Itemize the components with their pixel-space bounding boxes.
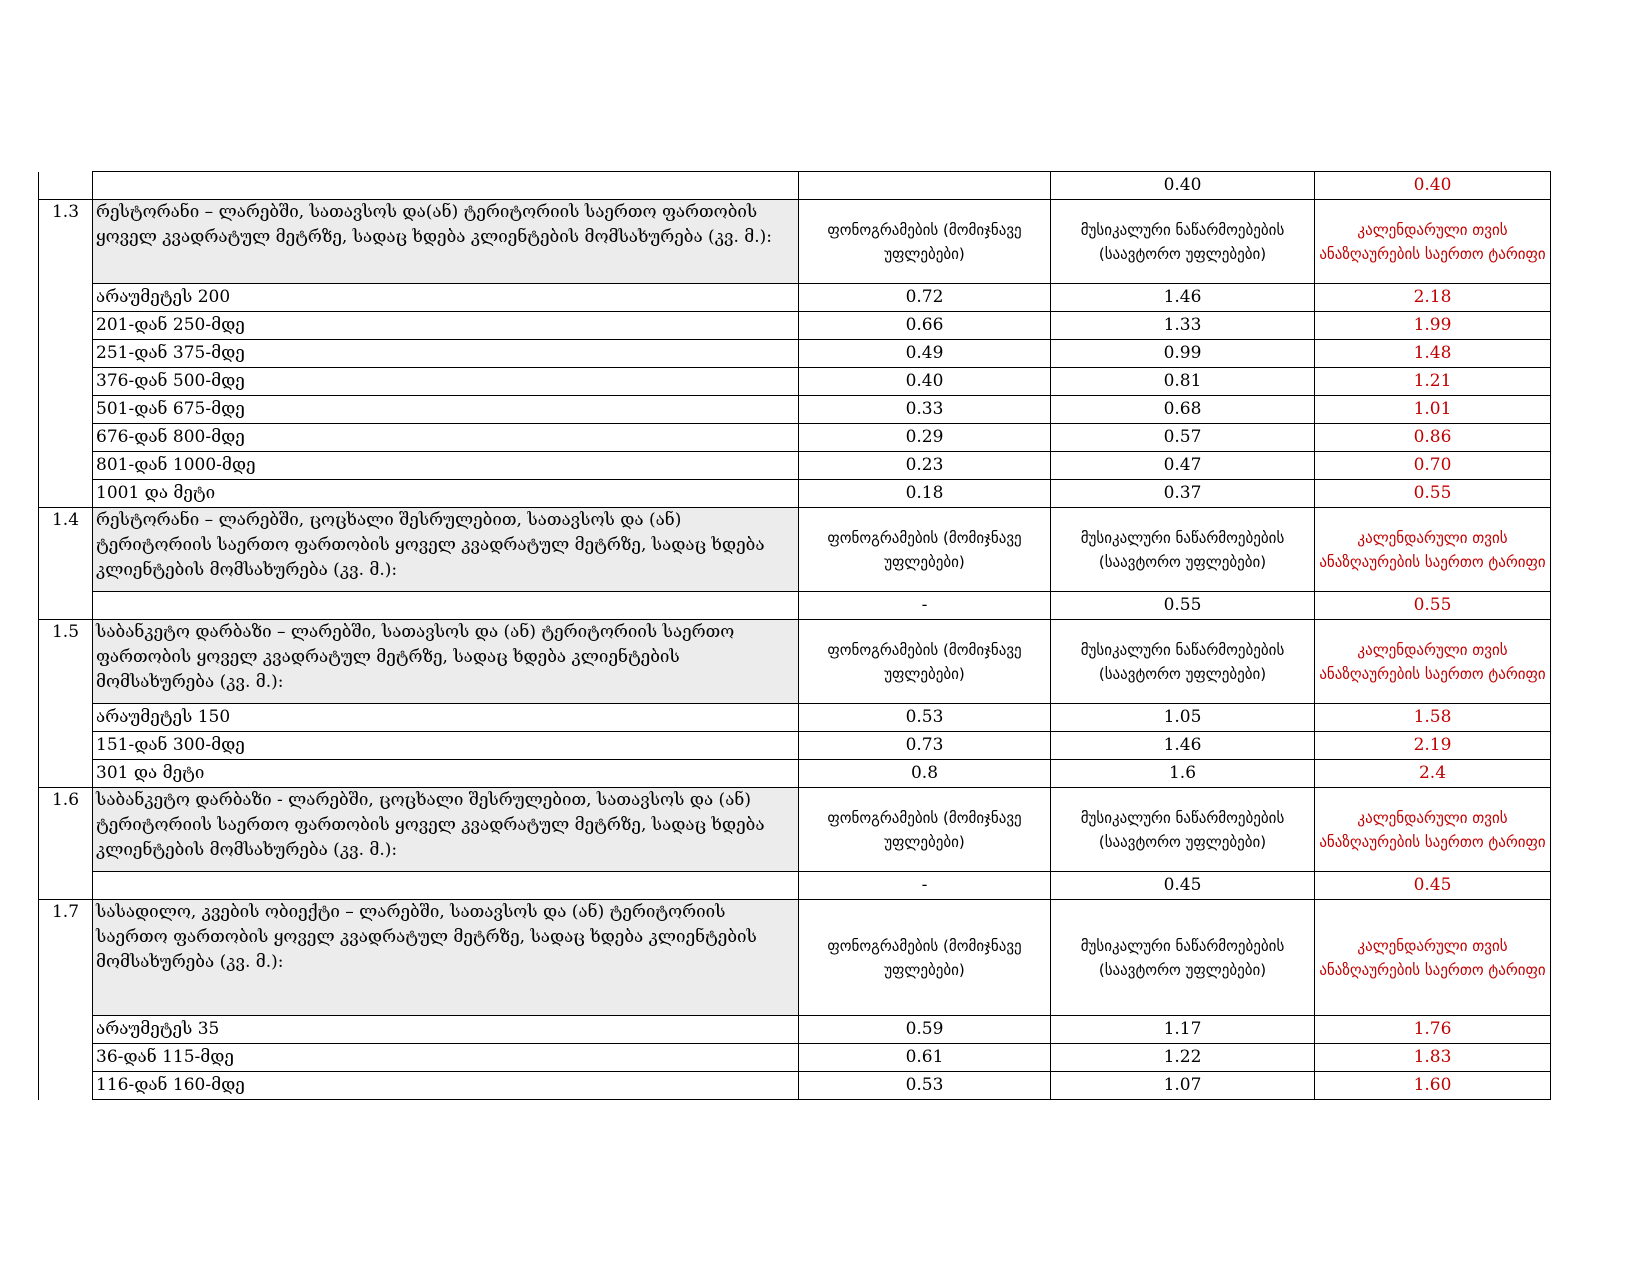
total-value: 1.01 <box>1315 396 1551 424</box>
phono-value <box>799 172 1051 200</box>
column-header-total: კალენდარული თვის ანაზღაურების საერთო ტარიფი <box>1315 788 1551 872</box>
row-label: 116-დან 160-მდე <box>93 1072 799 1100</box>
section-header-row <box>39 620 1551 704</box>
total-value: 2.4 <box>1315 760 1551 788</box>
total-value: 1.83 <box>1315 1044 1551 1072</box>
section-number-cell <box>39 704 93 732</box>
section-header-row <box>39 900 1551 1016</box>
row-label: 376-დან 500-მდე <box>93 368 799 396</box>
phono-value: 0.66 <box>799 312 1051 340</box>
table-row <box>39 396 1551 424</box>
column-header-total: კალენდარული თვის ანაზღაურების საერთო ტარიფი <box>1315 200 1551 284</box>
section-number: 1.7 <box>39 900 93 1016</box>
section-number-cell <box>39 732 93 760</box>
row-label: 501-დან 675-მდე <box>93 396 799 424</box>
row-label: 36-დან 115-მდე <box>93 1044 799 1072</box>
section-number-cell <box>39 284 93 312</box>
total-value: 2.18 <box>1315 284 1551 312</box>
table-row <box>39 1044 1551 1072</box>
row-label: არაუმეტეს 200 <box>93 284 799 312</box>
phono-value: 0.59 <box>799 1016 1051 1044</box>
column-header-total: კალენდარული თვის ანაზღაურების საერთო ტარიფი <box>1315 620 1551 704</box>
table-row <box>39 732 1551 760</box>
section-title: სასადილო, კვების ობიექტი – ლარებში, სათავსოს და (ან) ტერიტორიის საერთო ფართობის ყოველ კვადრატულ მეტრზე, სადაც ხდება კლიენტების მომსახურება (კვ. მ.): <box>93 900 799 1016</box>
section-header-row <box>39 200 1551 284</box>
phono-value: - <box>799 592 1051 620</box>
table-row <box>39 368 1551 396</box>
total-value: 1.21 <box>1315 368 1551 396</box>
row-label: არაუმეტეს 150 <box>93 704 799 732</box>
section-number-cell <box>39 872 93 900</box>
phono-value: 0.23 <box>799 452 1051 480</box>
music-value: 0.68 <box>1051 396 1315 424</box>
phono-value: 0.49 <box>799 340 1051 368</box>
table-row <box>39 704 1551 732</box>
section-number-cell <box>39 760 93 788</box>
music-value: 1.6 <box>1051 760 1315 788</box>
table-row <box>39 872 1551 900</box>
section-number: 1.3 <box>39 200 93 284</box>
music-value: 0.55 <box>1051 592 1315 620</box>
phono-value: 0.18 <box>799 480 1051 508</box>
music-value: 0.47 <box>1051 452 1315 480</box>
section-title: რესტორანი – ლარებში, ცოცხალი შესრულებით, სათავსოს და (ან) ტერიტორიის საერთო ფართობის ყოველ კვადრატულ მეტრზე, სადაც ხდება კლიენტების მომსახურება (კვ. მ.): <box>93 508 799 592</box>
phono-value: 0.29 <box>799 424 1051 452</box>
section-number: 1.5 <box>39 620 93 704</box>
row-label <box>93 172 799 200</box>
column-header-phonograms: ფონოგრამების (მომიჯნავე უფლებები) <box>799 508 1051 592</box>
total-value: 1.99 <box>1315 312 1551 340</box>
section-number-cell <box>39 396 93 424</box>
table-row <box>39 1072 1551 1100</box>
music-value: 1.07 <box>1051 1072 1315 1100</box>
phono-value: 0.53 <box>799 704 1051 732</box>
table-row <box>39 172 1551 200</box>
section-number-cell <box>39 592 93 620</box>
row-label: 151-დან 300-მდე <box>93 732 799 760</box>
section-number-cell <box>39 340 93 368</box>
column-header-phonograms: ფონოგრამების (მომიჯნავე უფლებები) <box>799 200 1051 284</box>
music-value: 0.99 <box>1051 340 1315 368</box>
table-row <box>39 592 1551 620</box>
column-header-phonograms: ფონოგრამების (მომიჯნავე უფლებები) <box>799 788 1051 872</box>
total-value: 1.48 <box>1315 340 1551 368</box>
total-value: 0.86 <box>1315 424 1551 452</box>
section-number-cell <box>39 172 93 200</box>
section-number: 1.6 <box>39 788 93 872</box>
music-value: 1.17 <box>1051 1016 1315 1044</box>
phono-value: 0.61 <box>799 1044 1051 1072</box>
row-label: 301 და მეტი <box>93 760 799 788</box>
total-value: 1.58 <box>1315 704 1551 732</box>
total-value: 2.19 <box>1315 732 1551 760</box>
column-header-phonograms: ფონოგრამების (მომიჯნავე უფლებები) <box>799 900 1051 1016</box>
column-header-music: მუსიკალური ნაწარმოებების (საავტორო უფლებები) <box>1051 788 1315 872</box>
section-number: 1.4 <box>39 508 93 592</box>
section-title: საბანკეტო დარბაზი - ლარებში, ცოცხალი შესრულებით, სათავსოს და (ან) ტერიტორიის საერთო ფართობის ყოველ კვადრატულ მეტრზე, სადაც ხდება კლიენტების მომსახურება (კვ. მ.): <box>93 788 799 872</box>
table-row <box>39 424 1551 452</box>
music-value: 0.57 <box>1051 424 1315 452</box>
total-value: 0.70 <box>1315 452 1551 480</box>
table-row <box>39 760 1551 788</box>
row-label: 1001 და მეტი <box>93 480 799 508</box>
column-header-total: კალენდარული თვის ანაზღაურების საერთო ტარიფი <box>1315 508 1551 592</box>
column-header-phonograms: ფონოგრამების (მომიჯნავე უფლებები) <box>799 620 1051 704</box>
section-number-cell <box>39 1044 93 1072</box>
section-title: რესტორანი – ლარებში, სათავსოს და(ან) ტერიტორიის საერთო ფართობის ყოველ კვადრატულ მეტრზე, სადაც ხდება კლიენტების მომსახურება (კვ. მ.): <box>93 200 799 284</box>
row-label <box>93 592 799 620</box>
music-value: 1.46 <box>1051 284 1315 312</box>
row-label: 676-დან 800-მდე <box>93 424 799 452</box>
row-label: 801-დან 1000-მდე <box>93 452 799 480</box>
phono-value: 0.8 <box>799 760 1051 788</box>
section-number-cell <box>39 480 93 508</box>
table-row <box>39 1016 1551 1044</box>
row-label <box>93 872 799 900</box>
tariff-table <box>38 171 1551 1100</box>
total-value: 0.55 <box>1315 480 1551 508</box>
music-value: 1.05 <box>1051 704 1315 732</box>
column-header-music: მუსიკალური ნაწარმოებების (საავტორო უფლებები) <box>1051 200 1315 284</box>
section-number-cell <box>39 312 93 340</box>
table-row <box>39 284 1551 312</box>
music-value: 0.81 <box>1051 368 1315 396</box>
total-value: 1.76 <box>1315 1016 1551 1044</box>
total-value: 1.60 <box>1315 1072 1551 1100</box>
music-value: 0.37 <box>1051 480 1315 508</box>
section-number-cell <box>39 1072 93 1100</box>
section-number-cell <box>39 452 93 480</box>
row-label: 251-დან 375-მდე <box>93 340 799 368</box>
phono-value: 0.40 <box>799 368 1051 396</box>
table-row <box>39 340 1551 368</box>
music-value: 0.40 <box>1051 172 1315 200</box>
total-value: 0.45 <box>1315 872 1551 900</box>
section-header-row <box>39 508 1551 592</box>
row-label: 201-დან 250-მდე <box>93 312 799 340</box>
phono-value: - <box>799 872 1051 900</box>
phono-value: 0.33 <box>799 396 1051 424</box>
phono-value: 0.72 <box>799 284 1051 312</box>
music-value: 1.46 <box>1051 732 1315 760</box>
column-header-music: მუსიკალური ნაწარმოებების (საავტორო უფლებები) <box>1051 620 1315 704</box>
music-value: 1.33 <box>1051 312 1315 340</box>
column-header-music: მუსიკალური ნაწარმოებების (საავტორო უფლებები) <box>1051 508 1315 592</box>
phono-value: 0.53 <box>799 1072 1051 1100</box>
total-value: 0.55 <box>1315 592 1551 620</box>
row-label: არაუმეტეს 35 <box>93 1016 799 1044</box>
total-value: 0.40 <box>1315 172 1551 200</box>
section-title: საბანკეტო დარბაზი – ლარებში, სათავსოს და (ან) ტერიტორიის საერთო ფართობის ყოველ კვადრატულ მეტრზე, სადაც ხდება კლიენტების მომსახურება (კვ. მ.): <box>93 620 799 704</box>
section-number-cell <box>39 368 93 396</box>
music-value: 1.22 <box>1051 1044 1315 1072</box>
section-header-row <box>39 788 1551 872</box>
music-value: 0.45 <box>1051 872 1315 900</box>
phono-value: 0.73 <box>799 732 1051 760</box>
column-header-total: კალენდარული თვის ანაზღაურების საერთო ტარიფი <box>1315 900 1551 1016</box>
column-header-music: მუსიკალური ნაწარმოებების (საავტორო უფლებები) <box>1051 900 1315 1016</box>
table-row <box>39 312 1551 340</box>
table-row <box>39 480 1551 508</box>
section-number-cell <box>39 1016 93 1044</box>
section-number-cell <box>39 424 93 452</box>
table-row <box>39 452 1551 480</box>
